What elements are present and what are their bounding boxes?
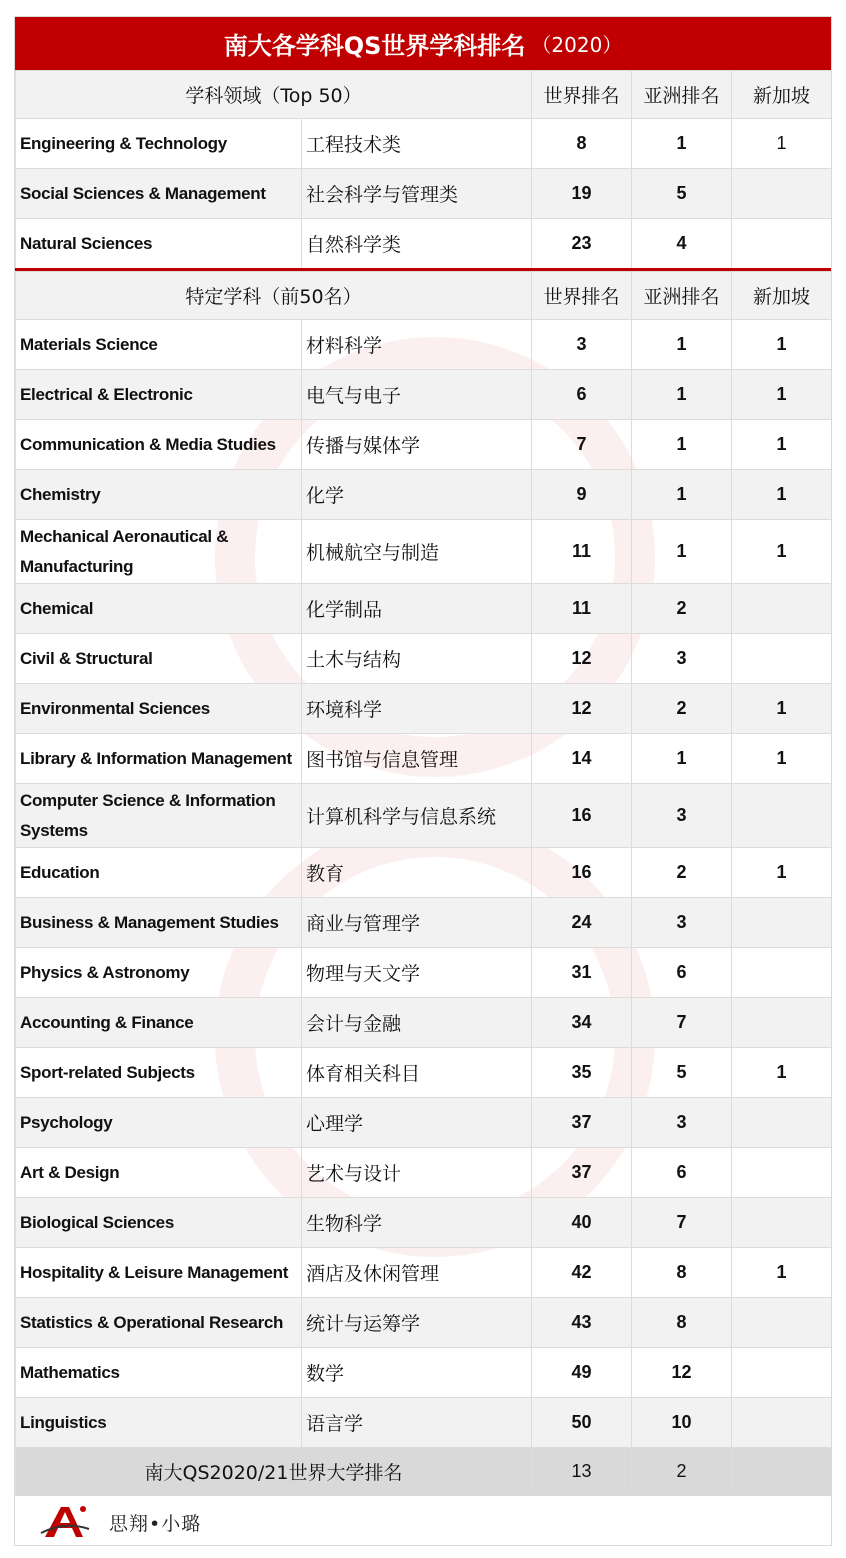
asia-rank: 3 (632, 634, 732, 684)
singapore-rank (732, 948, 832, 998)
subject-en: Civil & Structural (16, 634, 302, 684)
subject-en: Materials Science (16, 320, 302, 370)
singapore-rank (732, 1398, 832, 1448)
header-asia: 亚洲排名 (632, 272, 732, 320)
singapore-rank (732, 998, 832, 1048)
subject-zh: 化学 (302, 470, 532, 520)
table-row (16, 320, 832, 370)
table-row (16, 848, 832, 898)
subject-zh: 心理学 (302, 1098, 532, 1148)
world-rank: 40 (532, 1198, 632, 1248)
singapore-rank (732, 1148, 832, 1198)
subject-zh: 传播与媒体学 (302, 420, 532, 470)
world-rank: 31 (532, 948, 632, 998)
brand-text: 思翔•小璐 (109, 1513, 202, 1535)
asia-rank: 2 (632, 684, 732, 734)
subject-zh: 土木与结构 (302, 634, 532, 684)
singapore-rank (732, 784, 832, 848)
asia-rank: 12 (632, 1348, 732, 1398)
asia-rank: 7 (632, 1198, 732, 1248)
subject-zh: 工程技术类 (302, 119, 532, 169)
a-letter-logo-icon (39, 1503, 91, 1541)
subject-zh: 化学制品 (302, 584, 532, 634)
world-rank: 11 (532, 520, 632, 584)
subject-zh: 艺术与设计 (302, 1148, 532, 1198)
singapore-rank: 1 (732, 684, 832, 734)
world-rank: 16 (532, 784, 632, 848)
singapore-rank (732, 219, 832, 269)
summary-asia-rank: 2 (632, 1448, 732, 1496)
singapore-rank: 1 (732, 734, 832, 784)
asia-rank: 1 (632, 320, 732, 370)
singapore-rank (732, 169, 832, 219)
table-row (16, 998, 832, 1048)
subject-en: Psychology (16, 1098, 302, 1148)
singapore-rank (732, 584, 832, 634)
world-rank: 19 (532, 169, 632, 219)
asia-rank: 6 (632, 1148, 732, 1198)
singapore-rank: 1 (732, 320, 832, 370)
world-rank: 24 (532, 898, 632, 948)
subject-en: Communication & Media Studies (16, 420, 302, 470)
world-rank: 14 (532, 734, 632, 784)
subject-en: Natural Sciences (16, 219, 302, 269)
subject-ranking-table (15, 271, 832, 1496)
subject-en: Accounting & Finance (16, 998, 302, 1048)
asia-rank: 3 (632, 898, 732, 948)
subject-en: Electrical & Electronic (16, 370, 302, 420)
world-rank: 37 (532, 1098, 632, 1148)
subject-en: Statistics & Operational Research (16, 1298, 302, 1348)
table-row (16, 520, 832, 584)
subject-zh: 社会科学与管理类 (302, 169, 532, 219)
table-row (16, 1198, 832, 1248)
table-row (16, 1398, 832, 1448)
subject-en: Library & Information Management (16, 734, 302, 784)
header-field: 学科领域（Top 50） (16, 71, 532, 119)
subject-zh: 商业与管理学 (302, 898, 532, 948)
singapore-rank: 1 (732, 520, 832, 584)
summary-singapore-rank (732, 1448, 832, 1496)
asia-rank: 5 (632, 169, 732, 219)
singapore-rank (732, 1098, 832, 1148)
asia-rank: 10 (632, 1398, 732, 1448)
table-row (16, 1048, 832, 1098)
asia-rank: 1 (632, 470, 732, 520)
subject-zh: 电气与电子 (302, 370, 532, 420)
table-row (16, 370, 832, 420)
header-field: 特定学科（前50名） (16, 272, 532, 320)
world-rank: 6 (532, 370, 632, 420)
page-title (15, 17, 831, 70)
singapore-rank: 1 (732, 370, 832, 420)
subject-zh: 酒店及休闲管理 (302, 1248, 532, 1298)
world-rank: 43 (532, 1298, 632, 1348)
asia-rank: 1 (632, 370, 732, 420)
header-singapore: 新加坡 (732, 71, 832, 119)
subject-en: Computer Science & Information Systems (16, 784, 302, 848)
subject-zh: 生物科学 (302, 1198, 532, 1248)
world-rank: 12 (532, 634, 632, 684)
singapore-rank (732, 634, 832, 684)
asia-rank: 1 (632, 119, 732, 169)
title-main: 南大各学科QS世界学科排名 (223, 32, 526, 60)
table-header-row (16, 272, 832, 320)
asia-rank: 8 (632, 1298, 732, 1348)
asia-rank: 1 (632, 420, 732, 470)
title-year: （2020） (531, 33, 623, 57)
subject-en: Chemical (16, 584, 302, 634)
singapore-rank (732, 898, 832, 948)
table-row (16, 1348, 832, 1398)
asia-rank: 4 (632, 219, 732, 269)
asia-rank: 3 (632, 784, 732, 848)
singapore-rank (732, 1198, 832, 1248)
world-rank: 23 (532, 219, 632, 269)
subject-zh: 机械航空与制造 (302, 520, 532, 584)
ranking-card (14, 16, 832, 1546)
world-rank: 12 (532, 684, 632, 734)
subject-en: Chemistry (16, 470, 302, 520)
singapore-rank: 1 (732, 1048, 832, 1098)
subject-zh: 物理与天文学 (302, 948, 532, 998)
asia-rank: 8 (632, 1248, 732, 1298)
table-row (16, 420, 832, 470)
subject-en: Linguistics (16, 1398, 302, 1448)
world-rank: 11 (532, 584, 632, 634)
asia-rank: 7 (632, 998, 732, 1048)
header-world: 世界排名 (532, 272, 632, 320)
asia-rank: 2 (632, 848, 732, 898)
singapore-rank (732, 1348, 832, 1398)
world-rank: 16 (532, 848, 632, 898)
subject-zh: 体育相关科目 (302, 1048, 532, 1098)
subject-en: Business & Management Studies (16, 898, 302, 948)
world-rank: 3 (532, 320, 632, 370)
table-row (16, 634, 832, 684)
subject-en: Art & Design (16, 1148, 302, 1198)
subject-en: Engineering & Technology (16, 119, 302, 169)
asia-rank: 1 (632, 734, 732, 784)
table-row (16, 1148, 832, 1198)
subject-zh: 数学 (302, 1348, 532, 1398)
subject-zh: 会计与金融 (302, 998, 532, 1048)
subject-en: Mechanical Aeronautical & Manufacturing (16, 520, 302, 584)
subject-zh: 自然科学类 (302, 219, 532, 269)
subject-zh: 教育 (302, 848, 532, 898)
singapore-rank: 1 (732, 1248, 832, 1298)
singapore-rank: 1 (732, 470, 832, 520)
table-row (16, 684, 832, 734)
subject-en: Hospitality & Leisure Management (16, 1248, 302, 1298)
header-asia: 亚洲排名 (632, 71, 732, 119)
world-rank: 8 (532, 119, 632, 169)
subject-zh: 计算机科学与信息系统 (302, 784, 532, 848)
singapore-rank (732, 1298, 832, 1348)
world-rank: 37 (532, 1148, 632, 1198)
table-row (16, 948, 832, 998)
summary-label: 南大QS2020/21世界大学排名 (16, 1448, 532, 1496)
asia-rank: 1 (632, 520, 732, 584)
field-ranking-table (15, 70, 832, 269)
singapore-rank: 1 (732, 119, 832, 169)
header-singapore: 新加坡 (732, 272, 832, 320)
subject-en: Biological Sciences (16, 1198, 302, 1248)
asia-rank: 6 (632, 948, 732, 998)
table-row (16, 1298, 832, 1348)
subject-en: Education (16, 848, 302, 898)
world-rank: 35 (532, 1048, 632, 1098)
asia-rank: 5 (632, 1048, 732, 1098)
subject-en: Social Sciences & Management (16, 169, 302, 219)
world-rank: 7 (532, 420, 632, 470)
asia-rank: 3 (632, 1098, 732, 1148)
world-rank: 50 (532, 1398, 632, 1448)
summary-world-rank: 13 (532, 1448, 632, 1496)
asia-rank: 2 (632, 584, 732, 634)
subject-zh: 环境科学 (302, 684, 532, 734)
subject-en: Mathematics (16, 1348, 302, 1398)
table-row (16, 470, 832, 520)
subject-zh: 统计与运筹学 (302, 1298, 532, 1348)
table-row (16, 1098, 832, 1148)
table-row (16, 734, 832, 784)
world-rank: 49 (532, 1348, 632, 1398)
table-row (16, 584, 832, 634)
subject-zh: 语言学 (302, 1398, 532, 1448)
world-rank: 9 (532, 470, 632, 520)
singapore-rank: 1 (732, 848, 832, 898)
table-row (16, 898, 832, 948)
table-row (16, 119, 832, 169)
header-world: 世界排名 (532, 71, 632, 119)
subject-en: Environmental Sciences (16, 684, 302, 734)
world-rank: 34 (532, 998, 632, 1048)
subject-zh: 图书馆与信息管理 (302, 734, 532, 784)
table-header-row (16, 71, 832, 119)
subject-en: Sport-related Subjects (16, 1048, 302, 1098)
table-row (16, 1248, 832, 1298)
world-rank: 42 (532, 1248, 632, 1298)
subject-zh: 材料科学 (302, 320, 532, 370)
singapore-rank: 1 (732, 420, 832, 470)
table-row (16, 784, 832, 848)
subject-en: Physics & Astronomy (16, 948, 302, 998)
table-row (16, 219, 832, 269)
brand-footer (15, 1497, 831, 1545)
table-row (16, 169, 832, 219)
summary-row (16, 1448, 832, 1496)
